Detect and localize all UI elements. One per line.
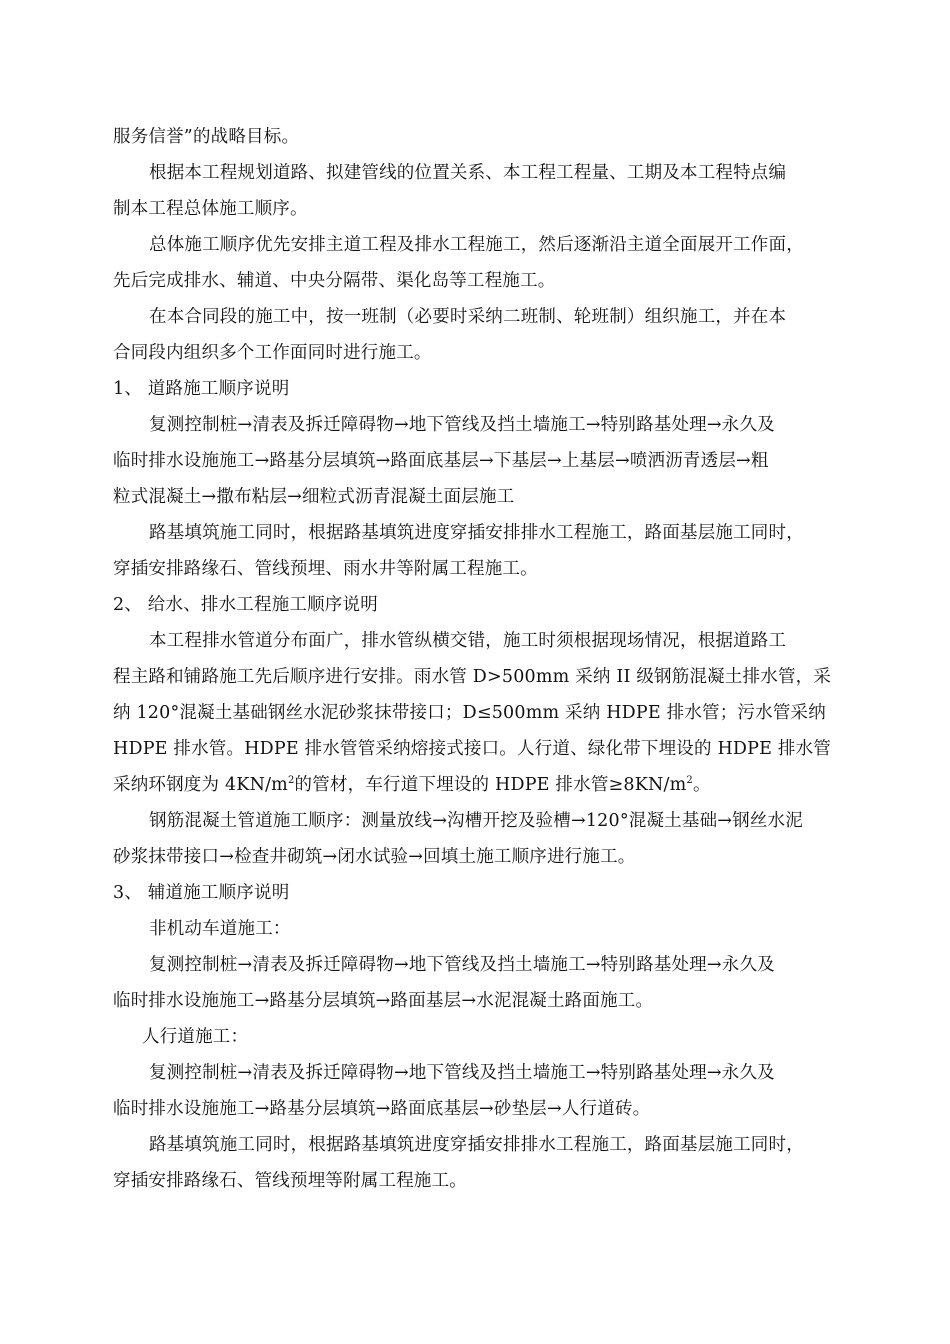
text-line: 合同段内组织多个工作面同时进行施工。 [113, 343, 432, 363]
text-line: 纳 120°混凝土基础钢丝水泥砂浆抹带接口；D≤500mm 采纳 HDPE 排水管；污水管采纳 [113, 703, 826, 723]
text-segment: 的管材，车行道下埋设的 HDPE 排水管≥8KN/m [294, 775, 687, 795]
text-line: 制本工程总体施工顺序。 [113, 199, 308, 219]
text-line: 复测控制桩→清表及拆迁障碍物→地下管线及挡土墙施工→特别路基处理→永久及 [149, 415, 775, 435]
text-segment: 采纳环钢度为 4KN/m [113, 775, 288, 795]
text-line: 复测控制桩→清表及拆迁障碍物→地下管线及挡土墙施工→特别路基处理→永久及 [149, 955, 775, 975]
text-line: 临时排水设施施工→路基分层填筑→路面底基层→下基层→上基层→喷洒沥青透层→粗 [113, 451, 769, 471]
subheading: 人行道施工： [142, 1027, 249, 1047]
text-line: 钢筋混凝土管道施工顺序：测量放线→沟槽开挖及验槽→120°混凝土基础→钢丝水泥 [149, 811, 803, 831]
text-line: 程主路和铺路施工先后顺序进行安排。雨水管 D>500mm 采纳 II 级钢筋混凝土排水管，采 [113, 667, 832, 687]
text-line: 临时排水设施施工→路基分层填筑→路面基层→水泥混凝土路面施工。 [113, 991, 654, 1011]
text-line: 在本合同段的施工中，按一班制（必要时采纳二班制、轮班制）组织施工，并在本 [149, 307, 787, 327]
text-segment: 。 [692, 775, 711, 795]
text-line: 粒式混凝土→撒布粘层→细粒式沥青混凝土面层施工 [113, 487, 515, 507]
text-line: 穿插安排路缘石、管线预埋、雨水井等附属工程施工。 [113, 559, 538, 579]
text-line: 路基填筑施工同时，根据路基填筑进度穿插安排排水工程施工，路面基层施工同时， [149, 523, 804, 543]
text-line: 临时排水设施施工→路基分层填筑→路面底基层→砂垫层→人行道砖。 [113, 1099, 651, 1119]
text-line: 先后完成排水、辅道、中央分隔带、渠化岛等工程施工。 [113, 271, 556, 291]
section-heading: 1、 道路施工顺序说明 [113, 379, 290, 399]
text-line: 本工程排水管道分布面广，排水管纵横交错，施工时须根据现场情况，根据道路工 [149, 631, 787, 651]
text-line: 复测控制桩→清表及拆迁障碍物→地下管线及挡土墙施工→特别路基处理→永久及 [149, 1063, 775, 1083]
subheading: 非机动车道施工： [149, 919, 291, 939]
section-heading: 2、 给水、排水工程施工顺序说明 [113, 595, 378, 615]
text-line: 总体施工顺序优先安排主道工程及排水工程施工，然后逐渐沿主道全面展开工作面， [149, 235, 804, 255]
text-line-with-superscript [113, 772, 711, 798]
text-line: 穿插安排路缘石、管线预埋等附属工程施工。 [113, 1171, 467, 1191]
text-line: 路基填筑施工同时，根据路基填筑进度穿插安排排水工程施工，路面基层施工同时， [149, 1135, 804, 1155]
text-line: 根据本工程规划道路、拟建管线的位置关系、本工程工程量、工期及本工程特点编 [149, 163, 787, 183]
text-line: 服务信誉”的战略目标。 [113, 127, 300, 147]
section-heading: 3、 辅道施工顺序说明 [113, 883, 290, 903]
text-line: HDPE 排水管。HDPE 排水管管采纳熔接式接口。人行道、绿化带下埋设的 HDPE 排水管 [113, 739, 831, 759]
superscript: 2 [686, 775, 693, 787]
text-line: 砂浆抹带接口→检查井砌筑→闭水试验→回填土施工顺序进行施工。 [113, 847, 636, 867]
superscript: 2 [287, 775, 295, 787]
